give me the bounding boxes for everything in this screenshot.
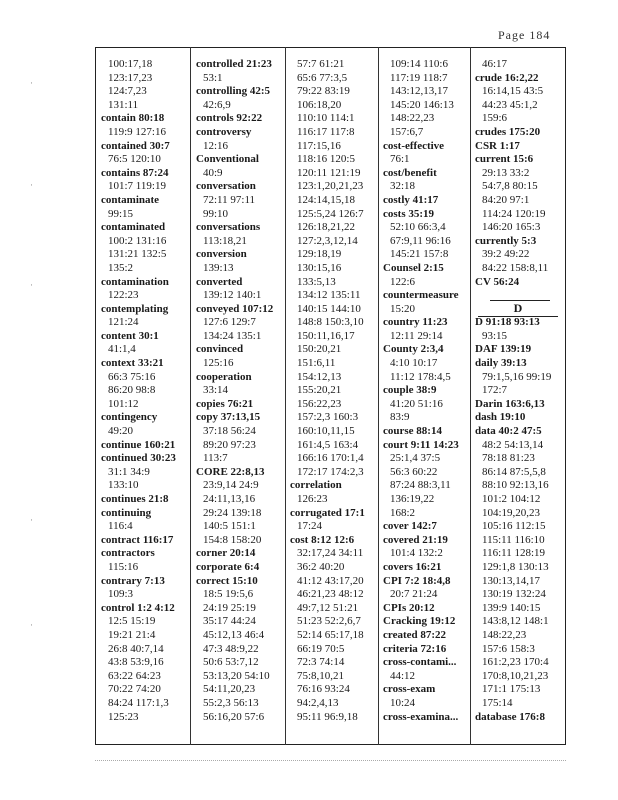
index-reference: 48:2 54:13,14 <box>482 438 544 451</box>
index-reference: 76:5 120:10 <box>108 153 161 166</box>
index-reference: 145:20 146:13 <box>390 98 454 111</box>
index-reference: 51:23 52:2,6,7 <box>297 615 361 628</box>
index-term: crude 16:2,22 <box>475 71 539 84</box>
index-reference: 57:7 61:21 <box>297 58 345 70</box>
index-reference: 133:10 <box>108 479 139 492</box>
index-reference: 46:21,23 48:12 <box>297 588 364 601</box>
index-reference: 130:13,14,17 <box>482 574 541 587</box>
index-reference: 79:1,5,16 99:19 <box>482 370 552 383</box>
index-reference: 159:6 <box>482 112 508 125</box>
index-reference: 160:10,11,15 <box>297 425 355 438</box>
index-reference: 154:12,13 <box>297 370 342 383</box>
index-reference: 157:6,7 <box>390 125 424 138</box>
index-term: database 176:8 <box>475 710 545 723</box>
index-term: continue 160:21 <box>101 438 176 451</box>
index-term: criteria 72:16 <box>383 642 447 655</box>
index-reference: 49:7,12 51:21 <box>297 601 359 614</box>
index-reference: 166:16 170:1,4 <box>297 452 364 465</box>
index-reference: 43:8 53:9,16 <box>108 656 164 669</box>
index-reference: 171:1 175:13 <box>482 683 541 696</box>
index-reference: 139:12 140:1 <box>203 289 262 302</box>
index-reference: 161:4,5 163:4 <box>297 438 359 451</box>
index-reference: 17:24 <box>297 520 323 533</box>
index-term: corner 20:14 <box>196 547 256 560</box>
index-term: current 15:6 <box>475 153 534 166</box>
index-reference: 10:24 <box>390 696 416 709</box>
index-reference: 139:13 <box>203 261 234 274</box>
index-term: contain 80:18 <box>101 112 165 125</box>
index-reference: 20:7 21:24 <box>390 588 438 601</box>
index-reference: 94:2,4,13 <box>297 696 339 709</box>
index-reference: 154:8 158:20 <box>203 533 262 546</box>
index-reference: 117:19 118:7 <box>390 71 448 84</box>
index-reference: 15:20 <box>390 302 416 315</box>
index-reference: 86:14 87:5,5,8 <box>482 465 546 478</box>
index-reference: 146:20 165:3 <box>482 221 541 234</box>
index-reference: 24:11,13,16 <box>203 493 256 505</box>
index-reference: 45:12,13 46:4 <box>203 628 265 641</box>
index-reference: 88:10 92:13,16 <box>482 479 549 492</box>
index-reference: 155:20,21 <box>297 384 342 397</box>
index-reference: 100:17,18 <box>108 58 153 70</box>
index-term: contingency <box>101 411 158 424</box>
index-reference: 143:8,12 148:1 <box>482 615 549 628</box>
index-term: conveyed 107:12 <box>196 302 274 315</box>
index-reference: 121:24 <box>108 316 139 329</box>
index-reference: 109:14 110:6 <box>390 58 448 70</box>
index-term: contractors <box>101 547 155 560</box>
index-reference: 89:20 97:23 <box>203 438 256 451</box>
index-reference: 11:12 178:4,5 <box>390 370 451 383</box>
index-reference: 72:3 74:14 <box>297 656 345 669</box>
index-reference: 145:21 157:8 <box>390 248 449 261</box>
index-reference: 140:15 144:10 <box>297 302 361 315</box>
index-reference: 12:11 29:14 <box>390 329 443 342</box>
index-reference: 172:17 174:2,3 <box>297 465 364 478</box>
index-reference: 170:8,10,21,23 <box>482 669 549 682</box>
index-reference: 125:5,24 126:7 <box>297 207 364 220</box>
index-reference: 70:22 74:20 <box>108 683 161 696</box>
index-reference: 76:16 93:24 <box>297 683 350 696</box>
index-term: corporate 6:4 <box>196 560 260 573</box>
index-reference: 150:11,16,17 <box>297 329 355 342</box>
index-term: costs 35:19 <box>383 207 435 220</box>
index-reference: 18:5 19:5,6 <box>203 588 254 601</box>
index-reference: 4:10 10:17 <box>390 357 438 370</box>
index-reference: 52:10 66:3,4 <box>390 221 446 234</box>
index-reference: 32:17,24 34:11 <box>297 547 364 560</box>
index-term: content 30:1 <box>101 329 159 342</box>
index-reference: 101:7 119:19 <box>108 180 166 193</box>
index-reference: 120:11 121:19 <box>297 166 361 179</box>
index-term: currently 5:3 <box>475 234 537 247</box>
index-term: Counsel 2:15 <box>383 261 444 274</box>
index-reference: 116:11 128:19 <box>482 547 546 560</box>
index-reference: 115:11 116:10 <box>482 533 545 546</box>
index-reference: 36:2 40:20 <box>297 560 345 573</box>
index-term: costly 41:17 <box>383 193 439 206</box>
index-reference: 124:7,23 <box>108 85 147 98</box>
index-term: controversy <box>196 125 252 138</box>
index-reference: 148:8 150:3,10 <box>297 316 364 329</box>
index-reference: 56:3 60:22 <box>390 465 438 478</box>
index-term: cross-exam <box>383 683 436 696</box>
index-reference: 122:23 <box>108 289 139 302</box>
index-reference: 84:24 117:1,3 <box>108 696 169 709</box>
index-reference: 116:17 117:8 <box>297 125 355 138</box>
index-reference: 118:16 120:5 <box>297 153 355 166</box>
index-term: continued 30:23 <box>101 452 176 465</box>
index-term: CPIs 20:12 <box>383 601 435 614</box>
index-reference: 83:9 <box>390 411 410 424</box>
index-reference: 151:6,11 <box>297 357 336 370</box>
index-reference: 29:24 139:18 <box>203 506 262 519</box>
index-reference: 113:7 <box>203 452 228 465</box>
index-term: County 2:3,4 <box>383 343 444 356</box>
index-term: cover 142:7 <box>383 520 437 533</box>
index-reference: 72:11 97:11 <box>203 193 256 206</box>
index-term: copies 76:21 <box>196 397 254 410</box>
index-reference: 109:3 <box>108 588 134 601</box>
index-reference: 32:18 <box>390 180 416 193</box>
index-term: copy 37:13,15 <box>196 411 261 424</box>
index-term: CPI 7:2 18:4,8 <box>383 574 451 587</box>
index-reference: 134:24 135:1 <box>203 329 262 342</box>
index-reference: 133:5,13 <box>297 275 336 288</box>
index-reference: 99:10 <box>203 207 229 220</box>
index-reference: 66:3 75:16 <box>108 370 156 383</box>
index-reference: 148:22,23 <box>482 628 527 641</box>
column-divider <box>190 47 191 745</box>
index-reference: 41:12 43:17,20 <box>297 574 364 587</box>
index-reference: 53:1 <box>203 71 223 84</box>
index-reference: 16:14,15 43:5 <box>482 85 544 98</box>
index-reference: 78:18 81:23 <box>482 452 535 465</box>
index-reference: 50:6 53:7,12 <box>203 656 259 669</box>
index-term: country 11:23 <box>383 316 448 329</box>
index-reference: 40:9 <box>203 166 223 179</box>
index-reference: 33:14 <box>203 384 229 397</box>
index-term: cross-examina... <box>383 710 459 723</box>
index-reference: 126:23 <box>297 493 328 505</box>
index-reference: 105:16 112:15 <box>482 520 546 533</box>
index-reference: 29:13 33:2 <box>482 166 530 179</box>
index-column-5 <box>475 58 563 724</box>
index-reference: 52:14 65:17,18 <box>297 628 364 641</box>
margin-tick: · <box>30 78 33 88</box>
index-reference: 65:6 77:3,5 <box>297 71 348 84</box>
index-term: covered 21:19 <box>383 533 448 546</box>
index-reference: 24:19 25:19 <box>203 601 256 614</box>
index-term: contract 116:17 <box>101 533 174 546</box>
index-reference: 106:18,20 <box>297 98 342 111</box>
index-term: contaminated <box>101 221 166 234</box>
index-term: correlation <box>290 479 342 492</box>
index-reference: 47:3 48:9,22 <box>203 642 259 655</box>
index-reference: 131:21 132:5 <box>108 248 167 261</box>
index-reference: 66:19 70:5 <box>297 642 345 655</box>
index-reference: 148:22,23 <box>390 112 435 125</box>
index-term: data 40:2 47:5 <box>475 425 542 438</box>
index-term: continues 21:8 <box>101 493 169 505</box>
index-reference: 67:9,11 96:16 <box>390 234 451 247</box>
index-term: court 9:11 14:23 <box>383 438 459 451</box>
index-term: continuing <box>101 506 152 519</box>
column-divider <box>285 47 286 745</box>
index-term: contains 87:24 <box>101 166 169 179</box>
index-column-4 <box>383 58 471 724</box>
index-reference: 41:20 51:16 <box>390 397 443 410</box>
index-column-1 <box>101 58 189 724</box>
index-term: crudes 175:20 <box>475 125 541 138</box>
column-divider <box>378 47 379 745</box>
index-reference: 86:20 98:8 <box>108 384 156 397</box>
index-reference: 93:15 <box>482 329 508 342</box>
index-term: correct 15:10 <box>196 574 258 587</box>
index-reference: 54:11,20,23 <box>203 683 256 696</box>
index-reference: 55:2,3 56:13 <box>203 696 259 709</box>
section-letter-block <box>478 300 558 317</box>
index-reference: 54:7,8 80:15 <box>482 180 538 193</box>
index-term: Darin 163:6,13 <box>475 397 545 410</box>
index-reference: 122:6 <box>390 275 416 288</box>
index-reference: 129:1,8 130:13 <box>482 560 549 573</box>
index-term: contaminate <box>101 193 160 206</box>
index-term: controlled 21:23 <box>196 58 272 70</box>
index-reference: 95:11 96:9,18 <box>297 710 358 723</box>
index-term: cost-effective <box>383 139 445 152</box>
index-term: dash 19:10 <box>475 411 526 424</box>
index-reference: 101:12 <box>108 397 139 410</box>
index-reference: 139:9 140:15 <box>482 601 541 614</box>
margin-tick: · <box>30 280 33 290</box>
index-reference: 131:11 <box>108 98 139 111</box>
index-reference: 37:18 56:24 <box>203 425 256 438</box>
index-term: daily 39:13 <box>475 357 527 370</box>
index-term: corrugated 17:1 <box>290 506 365 519</box>
scan-edge <box>95 760 566 761</box>
index-reference: 123:17,23 <box>108 71 153 84</box>
index-reference: 156:22,23 <box>297 397 342 410</box>
index-reference: 127:2,3,12,14 <box>297 234 358 247</box>
index-reference: 56:16,20 57:6 <box>203 710 265 723</box>
index-reference: 104:19,20,23 <box>482 506 541 519</box>
index-column-2 <box>196 58 284 724</box>
index-reference: 19:21 21:4 <box>108 628 156 641</box>
index-term: convinced <box>196 343 244 356</box>
section-letter: D <box>513 301 523 315</box>
margin-tick: · <box>30 515 33 525</box>
index-reference: 119:9 127:16 <box>108 125 166 138</box>
index-reference: 143:12,13,17 <box>390 85 449 98</box>
index-reference: 140:5 151:1 <box>203 520 256 533</box>
index-term: controls 92:22 <box>196 112 263 125</box>
index-reference: 117:15,16 <box>297 139 341 152</box>
index-reference: 135:2 <box>108 261 134 274</box>
index-term: Conventional <box>196 153 259 166</box>
index-term: converted <box>196 275 243 288</box>
index-reference: 100:2 131:16 <box>108 234 167 247</box>
index-reference: 172:7 <box>482 384 508 397</box>
index-term: DAF 139:19 <box>475 343 532 356</box>
index-reference: 75:8,10,21 <box>297 669 345 682</box>
index-reference: 161:2,23 170:4 <box>482 656 549 669</box>
index-term: control 1:2 4:12 <box>101 601 175 614</box>
index-term: cost 8:12 12:6 <box>290 533 355 546</box>
index-reference: 25:1,4 37:5 <box>390 452 441 465</box>
index-reference: 63:22 64:23 <box>108 669 161 682</box>
index-reference: 41:1,4 <box>108 343 136 356</box>
section-rule-bottom <box>478 316 558 317</box>
index-term: CORE 22:8,13 <box>196 465 265 478</box>
index-reference: 110:10 114:1 <box>297 112 355 125</box>
index-term: Cracking 19:12 <box>383 615 456 628</box>
index-term: course 88:14 <box>383 425 442 438</box>
index-reference: 129:18,19 <box>297 248 342 261</box>
index-term: contrary 7:13 <box>101 574 165 587</box>
index-reference: 84:20 97:1 <box>482 193 530 206</box>
index-reference: 101:2 104:12 <box>482 493 541 505</box>
index-reference: 23:9,14 24:9 <box>203 479 259 492</box>
margin-tick: · <box>30 180 33 190</box>
index-reference: 115:16 <box>108 560 139 573</box>
index-reference: 150:20,21 <box>297 343 342 356</box>
index-term: CSR 1:17 <box>475 139 520 152</box>
index-term: cooperation <box>196 370 252 383</box>
index-column-3 <box>290 58 378 724</box>
index-reference: 113:18,21 <box>203 234 247 247</box>
index-reference: 175:14 <box>482 696 513 709</box>
index-reference: 87:24 88:3,11 <box>390 479 451 492</box>
index-reference: 101:4 132:2 <box>390 547 443 560</box>
index-term: D 91:18 93:13 <box>475 316 540 329</box>
index-term: couple 38:9 <box>383 384 437 397</box>
index-reference: 124:14,15,18 <box>297 193 356 206</box>
index-reference: 123:1,20,21,23 <box>297 180 364 193</box>
index-reference: 136:19,22 <box>390 493 435 505</box>
index-reference: 49:20 <box>108 425 134 438</box>
index-reference: 130:15,16 <box>297 261 342 274</box>
margin-tick: · <box>30 620 33 630</box>
index-reference: 79:22 83:19 <box>297 85 350 98</box>
index-term: conversations <box>196 221 261 234</box>
index-reference: 114:24 120:19 <box>482 207 546 220</box>
index-reference: 116:4 <box>108 520 133 533</box>
index-term: controlling 42:5 <box>196 85 271 98</box>
index-reference: 127:6 129:7 <box>203 316 256 329</box>
page-number: Page 184 <box>498 28 551 42</box>
index-term: cross-contami... <box>383 656 457 669</box>
index-reference: 35:17 44:24 <box>203 615 256 628</box>
index-reference: 84:22 158:8,11 <box>482 261 549 274</box>
index-reference: 44:12 <box>390 669 416 682</box>
index-reference: 42:6,9 <box>203 98 231 111</box>
index-reference: 44:23 45:1,2 <box>482 98 538 111</box>
index-term: created 87:22 <box>383 628 447 641</box>
index-term: CV 56:24 <box>475 275 520 288</box>
index-reference: 46:17 <box>482 58 508 70</box>
index-reference: 26:8 40:7,14 <box>108 642 164 655</box>
index-reference: 76:1 <box>390 153 410 166</box>
index-reference: 157:2,3 160:3 <box>297 411 359 424</box>
index-reference: 39:2 49:22 <box>482 248 530 261</box>
index-term: conversion <box>196 248 247 261</box>
index-reference: 157:6 158:3 <box>482 642 535 655</box>
index-reference: 31:1 34:9 <box>108 465 150 478</box>
index-reference: 134:12 135:11 <box>297 289 361 302</box>
index-reference: 168:2 <box>390 506 416 519</box>
index-reference: 12:16 <box>203 139 229 152</box>
index-reference: 12:5 15:19 <box>108 615 156 628</box>
index-term: contained 30:7 <box>101 139 170 152</box>
index-reference: 126:18,21,22 <box>297 221 356 234</box>
index-term: contamination <box>101 275 169 288</box>
index-term: context 33:21 <box>101 357 164 370</box>
index-reference: 125:23 <box>108 710 139 723</box>
index-reference: 125:16 <box>203 357 234 370</box>
index-term: conversation <box>196 180 256 193</box>
index-reference: 53:13,20 54:10 <box>203 669 270 682</box>
index-term: cost/benefit <box>383 166 437 179</box>
index-term: contemplating <box>101 302 169 315</box>
index-term: covers 16:21 <box>383 560 442 573</box>
index-reference: 130:19 132:24 <box>482 588 546 601</box>
index-reference: 99:15 <box>108 207 134 220</box>
index-term: countermeasure <box>383 289 459 302</box>
